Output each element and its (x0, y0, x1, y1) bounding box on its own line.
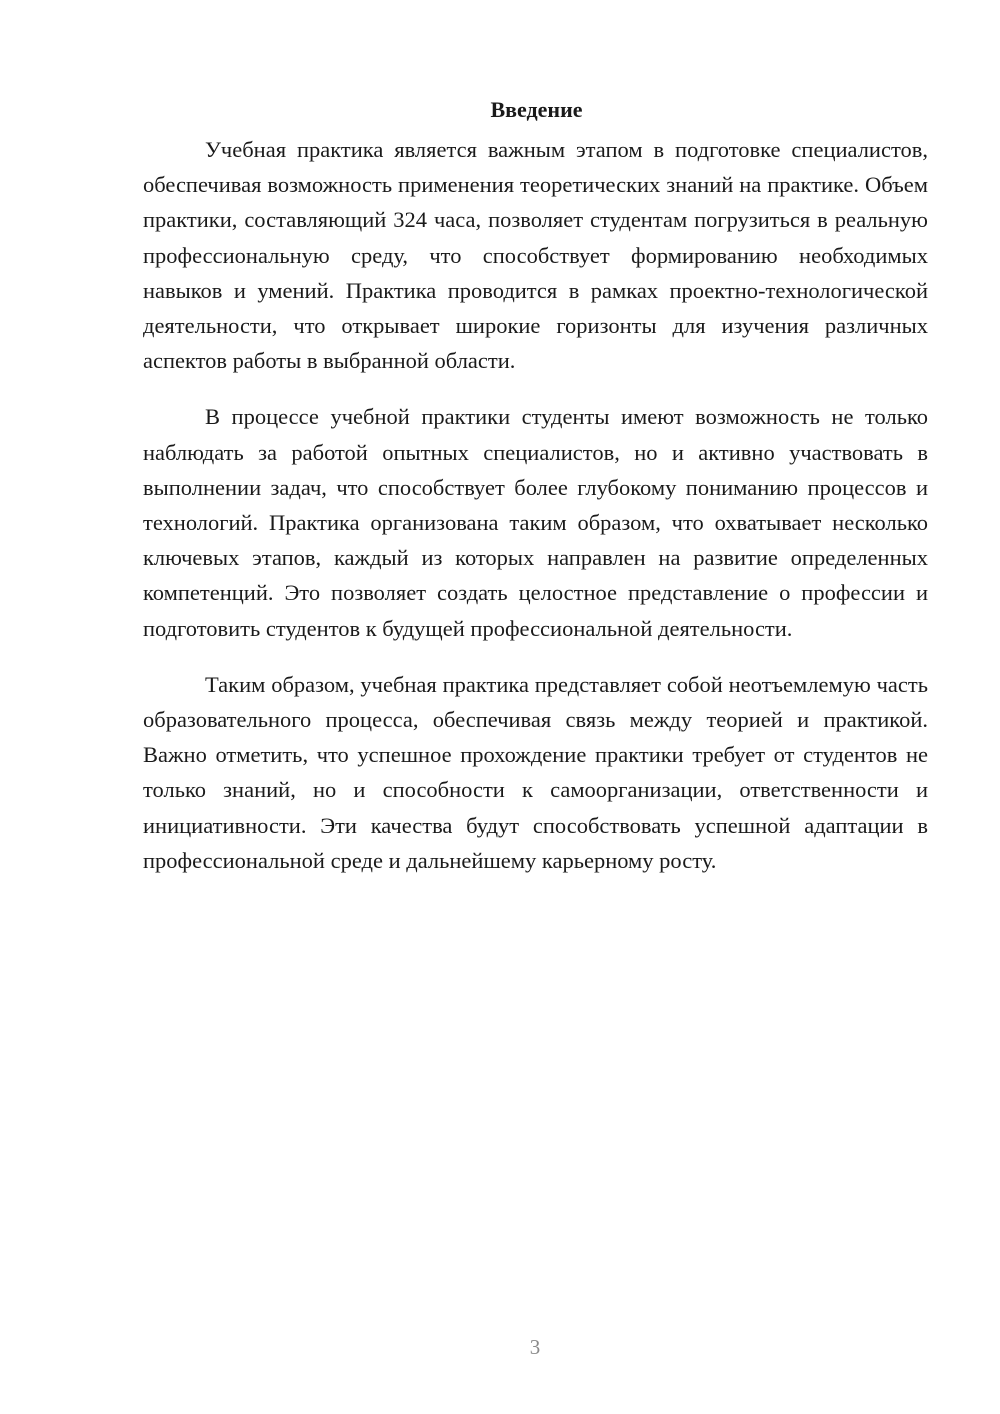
page-title: Введение (490, 97, 583, 122)
page-content (143, 92, 928, 899)
paragraph-1: Учебная практика является важным этапом в подготовке специалистов, обеспечивая возможность применения теоретических знаний на практике. Объем практики, составляющий 324 часа, позволяет студентам погрузиться в реальную профессиональную среду, что способствует формированию необходимых навыков и умений. Практика проводится в рамках проектно-технологической деятельности, что открывает широкие горизонты для изучения различных аспектов работы в выбранной области. (143, 137, 928, 374)
paragraph-2: В процессе учебной практики студенты имеют возможность не только наблюдать за работой опытных специалистов, но и активно участвовать в выполнении задач, что способствует более глубокому пониманию процессов и технологий. Практика организована таким образом, что охватывает несколько ключевых этапов, каждый из которых направлен на развитие определенных компетенций. Это позволяет создать целостное представление о профессии и подготовить студентов к будущей профессиональной деятельности. (143, 404, 928, 641)
page-number: 3 (529, 1335, 541, 1359)
paragraph-3: Таким образом, учебная практика представляет собой неотъемлемую часть образовательного процесса, обеспечивая связь между теорией и практикой. Важно отметить, что успешное прохождение практики требует от студентов не только знаний, но и способности к самоорганизации, ответственности и инициативности. Эти качества будут способствовать успешной адаптации в профессиональной среде и дальнейшему карьерному росту. (143, 671, 928, 873)
